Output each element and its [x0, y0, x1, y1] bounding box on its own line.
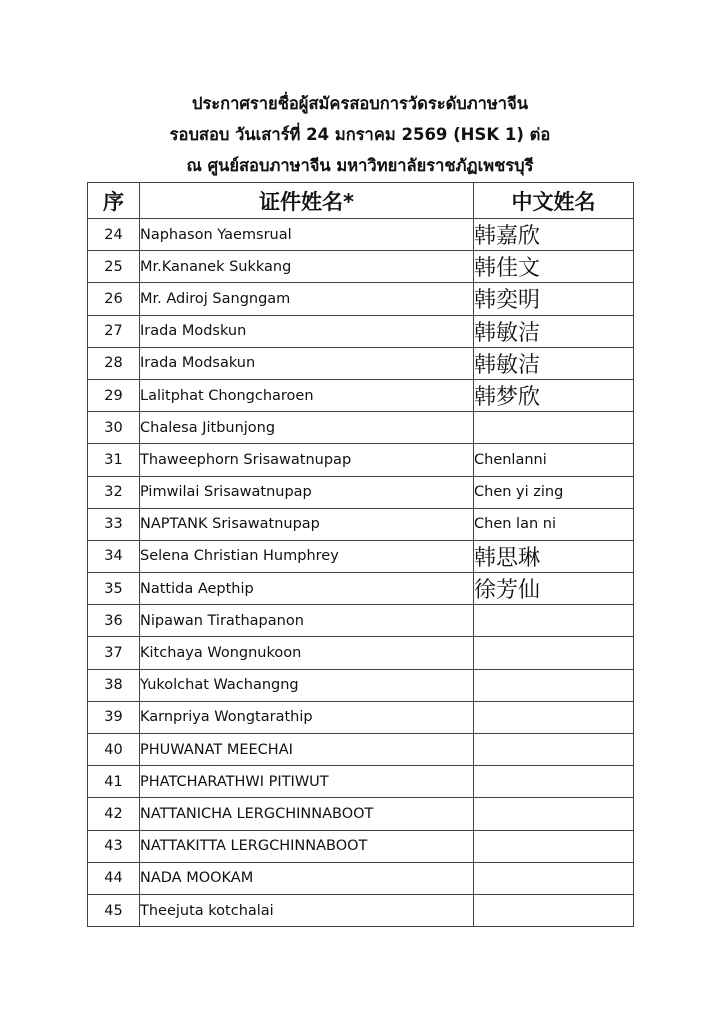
row-id-name: Chalesa Jitbunjong: [140, 412, 474, 444]
row-id-name: NAPTANK Srisawatnupap: [140, 508, 474, 540]
table-row: [88, 508, 634, 540]
column-header-id-name: 证件姓名*: [140, 183, 474, 219]
column-header-chinese-name: 中文姓名: [474, 183, 634, 219]
row-number: 43: [88, 830, 140, 862]
column-header-number: 序: [88, 183, 140, 219]
row-number: 24: [88, 219, 140, 251]
row-number: 45: [88, 894, 140, 926]
row-chinese-name: [474, 701, 634, 733]
table-row: [88, 669, 634, 701]
row-id-name: Kitchaya Wongnukoon: [140, 637, 474, 669]
row-chinese-name: 韩佳文: [474, 251, 634, 283]
row-number: 26: [88, 283, 140, 315]
header-exam-round: รอบสอบ วันเสาร์ที่ 24 มกราคม 2569 (HSK 1) ต่อ: [169, 125, 551, 144]
row-number: 27: [88, 315, 140, 347]
row-chinese-name: 韩敏洁: [474, 347, 634, 379]
table-row: [88, 315, 634, 347]
row-id-name: Selena Christian Humphrey: [140, 540, 474, 572]
row-id-name: Thaweephorn Srisawatnupap: [140, 444, 474, 476]
table-row: [88, 798, 634, 830]
row-chinese-name: Chen lan ni: [474, 508, 634, 540]
table-row: [88, 830, 634, 862]
row-chinese-name: [474, 734, 634, 766]
row-chinese-name: [474, 412, 634, 444]
row-number: 35: [88, 573, 140, 605]
row-number: 28: [88, 347, 140, 379]
table-row: [88, 412, 634, 444]
table-row: [88, 476, 634, 508]
row-id-name: NATTAKITTA LERGCHINNABOOT: [140, 830, 474, 862]
row-chinese-name: [474, 798, 634, 830]
header-title: ประกาศรายชื่อผู้สมัครสอบการวัดระดับภาษาจีน: [191, 94, 529, 113]
row-id-name: Mr. Adiroj Sangngam: [140, 283, 474, 315]
table-row: [88, 219, 634, 251]
table-row: [88, 766, 634, 798]
row-id-name: Naphason Yaemsrual: [140, 219, 474, 251]
row-number: 38: [88, 669, 140, 701]
row-number: 33: [88, 508, 140, 540]
row-chinese-name: Chen yi zing: [474, 476, 634, 508]
row-id-name: PHATCHARATHWI PITIWUT: [140, 766, 474, 798]
table-row: [88, 734, 634, 766]
row-number: 30: [88, 412, 140, 444]
row-number: 39: [88, 701, 140, 733]
table-row: [88, 862, 634, 894]
row-chinese-name: 韩奕明: [474, 283, 634, 315]
row-number: 34: [88, 540, 140, 572]
row-id-name: Karnpriya Wongtarathip: [140, 701, 474, 733]
row-id-name: Yukolchat Wachangng: [140, 669, 474, 701]
row-chinese-name: [474, 637, 634, 669]
table-row: [88, 251, 634, 283]
row-chinese-name: [474, 605, 634, 637]
row-chinese-name: [474, 830, 634, 862]
row-id-name: Lalitphat Chongcharoen: [140, 379, 474, 411]
row-chinese-name: 韩思琳: [474, 540, 634, 572]
row-id-name: Theejuta kotchalai: [140, 894, 474, 926]
row-id-name: NADA MOOKAM: [140, 862, 474, 894]
row-number: 36: [88, 605, 140, 637]
table-row: [88, 444, 634, 476]
table-row: [88, 540, 634, 572]
row-chinese-name: 韩梦欣: [474, 379, 634, 411]
candidate-table: [87, 182, 634, 927]
row-number: 32: [88, 476, 140, 508]
table-row: [88, 347, 634, 379]
row-id-name: Pimwilai Srisawatnupap: [140, 476, 474, 508]
table-row: [88, 573, 634, 605]
row-id-name: Irada Modsakun: [140, 347, 474, 379]
row-id-name: Nattida Aepthip: [140, 573, 474, 605]
table-header-row: [88, 183, 634, 219]
row-number: 40: [88, 734, 140, 766]
announcement-header: [0, 88, 720, 181]
row-chinese-name: [474, 669, 634, 701]
table-row: [88, 605, 634, 637]
row-number: 44: [88, 862, 140, 894]
table-row: [88, 283, 634, 315]
row-chinese-name: [474, 766, 634, 798]
header-exam-center: ณ ศูนย์สอบภาษาจีน มหาวิทยาลัยราชภัฏเพชรบุรี: [186, 156, 534, 175]
row-chinese-name: 徐芳仙: [474, 573, 634, 605]
row-id-name: Mr.Kananek Sukkang: [140, 251, 474, 283]
row-id-name: NATTANICHA LERGCHINNABOOT: [140, 798, 474, 830]
row-chinese-name: [474, 862, 634, 894]
row-number: 31: [88, 444, 140, 476]
row-number: 42: [88, 798, 140, 830]
row-id-name: Irada Modskun: [140, 315, 474, 347]
row-number: 25: [88, 251, 140, 283]
table-row: [88, 894, 634, 926]
row-chinese-name: 韩嘉欣: [474, 219, 634, 251]
row-id-name: PHUWANAT MEECHAI: [140, 734, 474, 766]
table-row: [88, 637, 634, 669]
row-chinese-name: Chenlanni: [474, 444, 634, 476]
row-chinese-name: [474, 894, 634, 926]
row-id-name: Nipawan Tirathapanon: [140, 605, 474, 637]
row-number: 41: [88, 766, 140, 798]
table-row: [88, 379, 634, 411]
table-row: [88, 701, 634, 733]
row-chinese-name: 韩敏洁: [474, 315, 634, 347]
row-number: 29: [88, 379, 140, 411]
row-number: 37: [88, 637, 140, 669]
